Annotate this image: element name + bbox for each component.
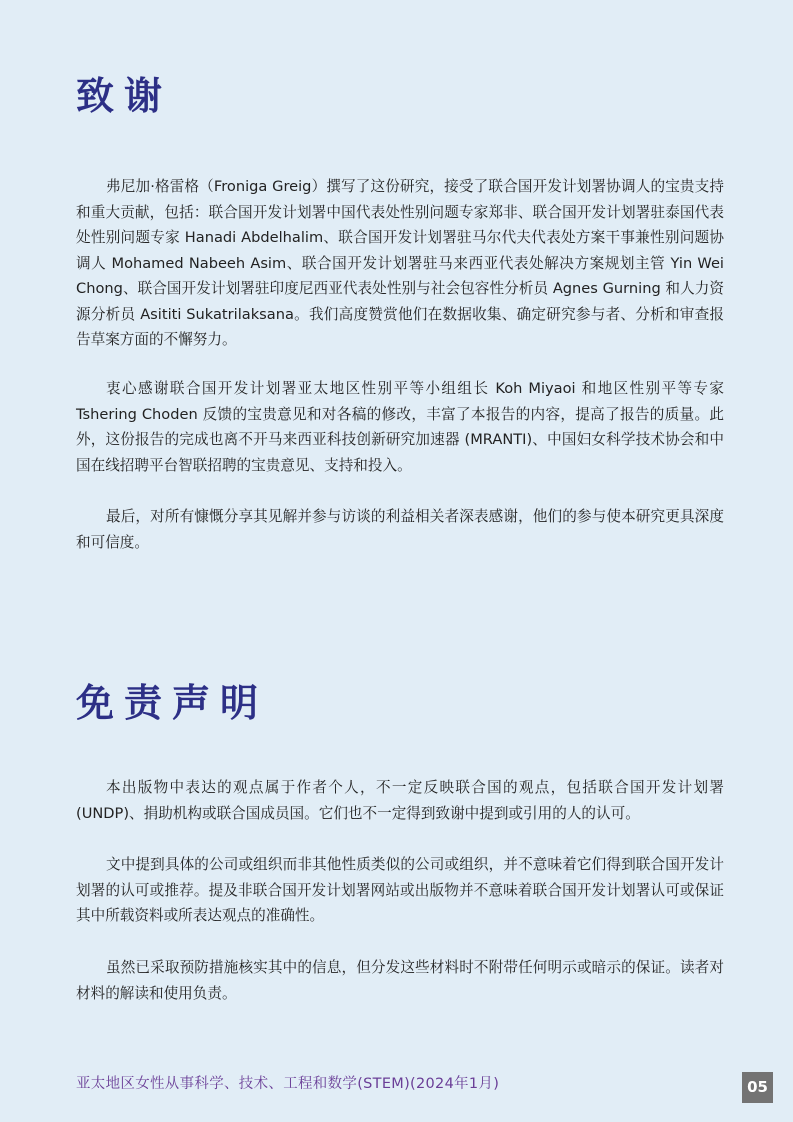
disclaimer-heading: 免责声明 bbox=[76, 681, 269, 725]
disclaimer-paragraph-2: 文中提到具体的公司或组织而非其他性质类似的公司或组织，并不意味着它们得到联合国开发计划署的认可或推荐。提及非联合国开发计划署网站或出版物并不意味着联合国开发计划署认可或保证其中所载资料或所表达观点的准确性。 bbox=[76, 856, 724, 924]
acknowledgements-paragraph-1: 弗尼加·格雷格（Froniga Greig）撰写了这份研究，接受了联合国开发计划署协调人的宝贵支持和重大贡献，包括：联合国开发计划署中国代表处性别问题专家郑非、联合国开发计划署驻泰国代表处性别问题专家 Hanadi Abdelhalim、联合国开发计划署驻马尔代夫代表处方案干事兼性别问题协调人 Mohamed Nabeeh Asim、联合国开发计划署驻马来西亚代表处解决方案规划主管 Yin Wei Chong、联合国开发计划署驻印度尼西亚代表处性别与社会包容性分析员 Agnes Gurning 和人力资源分析员 Asititi Sukatrilaksana。我们高度赞赏他们在数据收集、确定研究参与者、分析和审查报告草案方面的不懈努力。 bbox=[76, 178, 724, 348]
page-number-badge: 05 bbox=[742, 1072, 773, 1103]
disclaimer-paragraph-3: 虽然已采取预防措施核实其中的信息，但分发这些材料时不附带任何明示或暗示的保证。读者对材料的解读和使用负责。 bbox=[76, 959, 724, 1002]
acknowledgements-heading: 致谢 bbox=[76, 74, 173, 118]
disclaimer-paragraph-1: 本出版物中表达的观点属于作者个人，不一定反映联合国的观点，包括联合国开发计划署 (UNDP)、捐助机构或联合国成员国。它们也不一定得到致谢中提到或引用的人的认可。 bbox=[76, 779, 724, 822]
acknowledgements-paragraph-2: 衷心感谢联合国开发计划署亚太地区性别平等小组组长 Koh Miyaoi 和地区性别平等专家 Tshering Choden 反馈的宝贵意见和对各稿的修改，丰富了本报告的内容，提高了报告的质量。此外，这份报告的完成也离不开马来西亚科技创新研究加速器 (MRANTI)、中国妇女科学技术协会和中国在线招聘平台智联招聘的宝贵意见、支持和投入。 bbox=[76, 380, 724, 474]
footer-report-title: 亚太地区女性从事科学、技术、工程和数学(STEM)(2024年1月) bbox=[76, 1076, 500, 1092]
acknowledgements-paragraph-3: 最后，对所有慷慨分享其见解并参与访谈的利益相关者深表感谢，他们的参与使本研究更具深度和可信度。 bbox=[76, 508, 724, 551]
